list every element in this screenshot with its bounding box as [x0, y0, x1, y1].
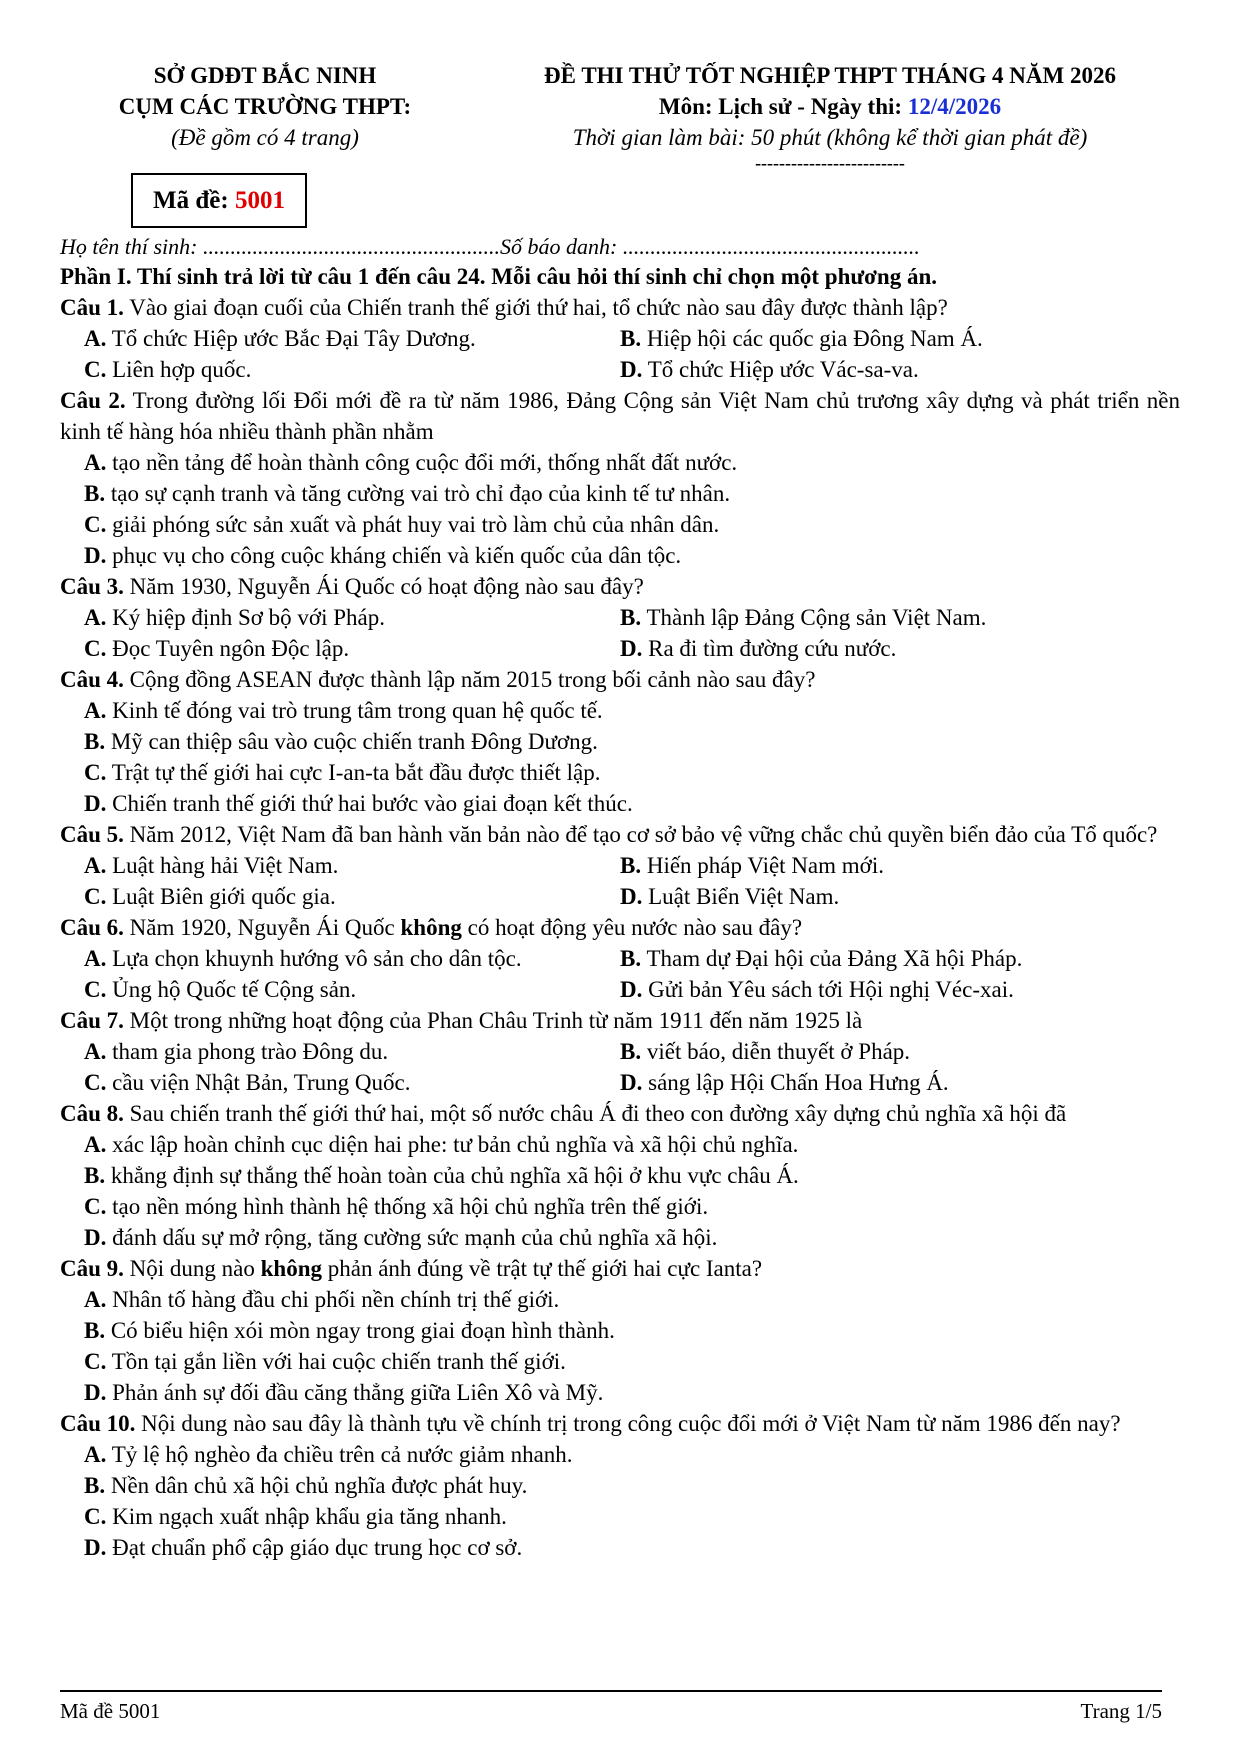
exam-code-box [131, 173, 307, 228]
question-text: Sau chiến tranh thế giới thứ hai, một số nước châu Á đi theo con đường xây dựng chủ nghĩa xã hội đã [123, 1101, 1067, 1126]
question-number: Câu 6. [60, 915, 124, 940]
option-d[interactable]: D. Phản ánh sự đối đầu căng thẳng giữa Liên Xô và Mỹ. [84, 1380, 604, 1405]
question-5 [60, 819, 1180, 850]
option-row [60, 602, 1180, 633]
option-c[interactable]: C. Trật tự thế giới hai cực I-an-ta bắt đầu được thiết lập. [84, 760, 601, 785]
option-row [60, 881, 1180, 912]
option-d[interactable]: D. Chiến tranh thế giới thứ hai bước vào giai đoạn kết thúc. [84, 791, 633, 816]
option-a[interactable]: A. Lựa chọn khuynh hướng vô sản cho dân tộc. [84, 946, 522, 971]
option-b[interactable]: B. Tham dự Đại hội của Đảng Xã hội Pháp. [620, 946, 1023, 971]
time-note: Thời gian làm bài: 50 phút (không kể thời gian phát đề) [572, 125, 1088, 150]
option-a[interactable]: A. Tỷ lệ hộ nghèo đa chiều trên cả nước giảm nhanh. [84, 1442, 573, 1467]
option-d[interactable]: D. Ra đi tìm đường cứu nước. [620, 636, 897, 661]
option-c[interactable]: C. giải phóng sức sản xuất và phát huy vai trò làm chủ của nhân dân. [84, 512, 720, 537]
question-8 [60, 1098, 1180, 1129]
question-text: Một trong những hoạt động của Phan Châu Trinh từ năm 1911 đến năm 1925 là [123, 1008, 863, 1033]
exam-date: 12/4/2026 [907, 94, 1002, 119]
question-7 [60, 1005, 1180, 1036]
question-number: Câu 3. [60, 574, 124, 599]
option-row [60, 943, 1180, 974]
option-c[interactable]: C. cầu viện Nhật Bản, Trung Quốc. [84, 1070, 411, 1095]
option-d[interactable]: D. sáng lập Hội Chấn Hoa Hưng Á. [620, 1070, 949, 1095]
question-text: Năm 1930, Nguyễn Ái Quốc có hoạt động nào sau đây? [123, 574, 644, 599]
option-d[interactable]: D. Gửi bản Yêu sách tới Hội nghị Véc-xai. [620, 977, 1014, 1002]
student-identification [60, 232, 920, 262]
option-b[interactable]: B. Hiệp hội các quốc gia Đông Nam Á. [620, 326, 983, 351]
exam-content [60, 261, 1180, 1563]
option-d[interactable]: D. Đạt chuẩn phổ cập giáo dục trung học cơ sở. [84, 1535, 523, 1560]
option-row [60, 323, 1180, 354]
option-a[interactable]: A. Luật hàng hải Việt Nam. [84, 853, 339, 878]
option-a[interactable]: A. Nhân tố hàng đầu chi phối nền chính trị thế giới. [84, 1287, 560, 1312]
option-c[interactable]: C. tạo nền móng hình thành hệ thống xã hội chủ nghĩa trên thế giới. [84, 1194, 709, 1219]
part-heading: Phần I. Thí sinh trả lời từ câu 1 đến câu 24. Mỗi câu hỏi thí sinh chỉ chọn một phương án. [60, 264, 937, 289]
header-left [55, 60, 475, 153]
option-c[interactable]: C. Kim ngạch xuất nhập khẩu gia tăng nhanh. [84, 1504, 507, 1529]
footer-exam-code: Mã đề 5001 [60, 1699, 161, 1723]
option-a[interactable]: A. xác lập hoàn chỉnh cục diện hai phe: tư bản chủ nghĩa và xã hội chủ nghĩa. [84, 1132, 799, 1157]
header-right [470, 60, 1190, 173]
sbd-blank[interactable]: ...................................................... [622, 234, 920, 259]
option-b[interactable]: B. Hiến pháp Việt Nam mới. [620, 853, 884, 878]
question-number: Câu 5. [60, 822, 124, 847]
department-name: SỞ GDĐT BẮC NINH [153, 63, 377, 88]
option-c[interactable]: C. Ủng hộ Quốc tế Cộng sản. [84, 977, 357, 1002]
question-text: Cộng đồng ASEAN được thành lập năm 2015 trong bối cảnh nào sau đây? [123, 667, 816, 692]
question-text: Vào giai đoạn cuối của Chiến tranh thế giới thứ hai, tổ chức nào sau đây được thành lập? [123, 295, 948, 320]
option-c[interactable]: C. Luật Biên giới quốc gia. [84, 884, 336, 909]
question-number: Câu 4. [60, 667, 124, 692]
option-c[interactable]: C. Liên hợp quốc. [84, 357, 252, 382]
question-number: Câu 7. [60, 1008, 124, 1033]
option-b[interactable]: B. viết báo, diễn thuyết ở Pháp. [620, 1039, 911, 1064]
question-text: Nội dung nào sau đây là thành tựu về chính trị trong công cuộc đổi mới ở Việt Nam từ năm 1986 đến nay? [135, 1411, 1121, 1436]
option-row [60, 1067, 1180, 1098]
school-cluster: CỤM CÁC TRƯỜNG THPT: [118, 94, 412, 119]
question-10 [60, 1408, 1180, 1439]
option-b[interactable]: B. Nền dân chủ xã hội chủ nghĩa được phát huy. [84, 1473, 528, 1498]
option-row [60, 633, 1180, 664]
option-b[interactable]: B. khẳng định sự thắng thế hoàn toàn của chủ nghĩa xã hội ở khu vực châu Á. [84, 1163, 799, 1188]
option-d[interactable]: D. Luật Biển Việt Nam. [620, 884, 840, 909]
option-b[interactable]: B. Mỹ can thiệp sâu vào cuộc chiến tranh Đông Dương. [84, 729, 598, 754]
option-a[interactable]: A. Kinh tế đóng vai trò trung tâm trong quan hệ quốc tế. [84, 698, 603, 723]
option-b[interactable]: B. tạo sự cạnh tranh và tăng cường vai trò chỉ đạo của kinh tế tư nhân. [84, 481, 731, 506]
name-blank[interactable]: ...................................................... [203, 234, 500, 259]
negation-emphasis: không [260, 1256, 322, 1281]
option-d[interactable]: D. đánh dấu sự mở rộng, tăng cường sức mạnh của chủ nghĩa xã hội. [84, 1225, 718, 1250]
subject-prefix: Môn: Lịch sử - Ngày thi: [658, 94, 908, 119]
subject-line [470, 91, 1190, 122]
question-number: Câu 9. [60, 1256, 124, 1281]
option-a[interactable]: A. Ký hiệp định Sơ bộ với Pháp. [84, 605, 385, 630]
question-2 [60, 385, 1180, 447]
option-row [60, 974, 1180, 1005]
question-text: Năm 2012, Việt Nam đã ban hành văn bản nào để tạo cơ sở bảo vệ vững chắc chủ quyền biển đảo của Tổ quốc? [123, 822, 1158, 847]
exam-title: ĐỀ THI THỬ TỐT NGHIỆP THPT THÁNG 4 NĂM 2026 [544, 63, 1116, 88]
option-d[interactable]: D. Tổ chức Hiệp ước Vác-sa-va. [620, 357, 919, 382]
exam-code: 5001 [234, 186, 285, 214]
header-divider: ------------------------- [755, 153, 905, 173]
question-number: Câu 2. [60, 388, 126, 413]
negation-emphasis: không [400, 915, 462, 940]
option-row [60, 1036, 1180, 1067]
question-text: Trong đường lối Đổi mới đề ra từ năm 1986, Đảng Cộng sản Việt Nam chủ trương xây dựng và phát triển nền kinh tế hàng hóa nhiều thành phần nhằm [60, 388, 1180, 444]
question-6: Câu 6. Năm 1920, Nguyễn Ái Quốc không có hoạt động yêu nước nào sau đây? [60, 915, 803, 940]
sbd-label: Số báo danh: [500, 234, 623, 259]
question-4 [60, 664, 1180, 695]
option-a[interactable]: A. tạo nền tảng để hoàn thành công cuộc đổi mới, thống nhất đất nước. [84, 450, 738, 475]
page-number: Trang 1/5 [1080, 1699, 1162, 1723]
option-b[interactable]: B. Có biểu hiện xói mòn ngay trong giai đoạn hình thành. [84, 1318, 615, 1343]
option-a[interactable]: A. Tổ chức Hiệp ước Bắc Đại Tây Dương. [84, 326, 476, 351]
option-row [60, 354, 1180, 385]
option-b[interactable]: B. Thành lập Đảng Cộng sản Việt Nam. [620, 605, 987, 630]
exam-code-label: Mã đề: [153, 186, 229, 214]
question-number: Câu 8. [60, 1101, 124, 1126]
name-label: Họ tên thí sinh: [60, 234, 203, 259]
question-3 [60, 571, 1180, 602]
question-9: Câu 9. Nội dung nào không phản ánh đúng về trật tự thế giới hai cực Ianta? [60, 1256, 763, 1281]
question-number: Câu 1. [60, 295, 124, 320]
page-count-note: (Đề gồm có 4 trang) [171, 125, 359, 150]
option-a[interactable]: A. tham gia phong trào Đông du. [84, 1039, 389, 1064]
option-c[interactable]: C. Tồn tại gắn liền với hai cuộc chiến tranh thế giới. [84, 1349, 566, 1374]
question-1 [60, 292, 1180, 323]
option-c[interactable]: C. Đọc Tuyên ngôn Độc lập. [84, 636, 350, 661]
footer-divider [60, 1690, 1162, 1692]
option-d[interactable]: D. phục vụ cho công cuộc kháng chiến và kiến quốc của dân tộc. [84, 543, 682, 568]
question-number: Câu 10. [60, 1411, 136, 1436]
option-row [60, 850, 1180, 881]
